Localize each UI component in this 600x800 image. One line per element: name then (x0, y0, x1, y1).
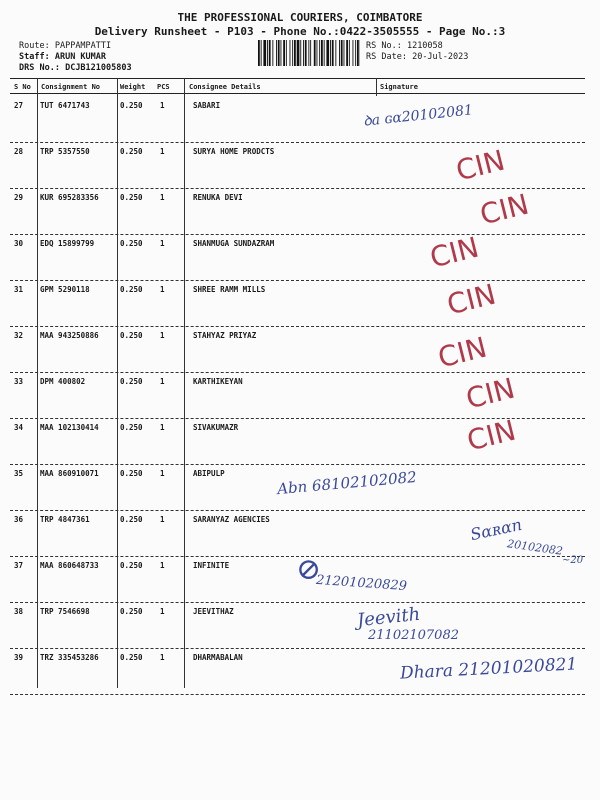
signature-row-36-mark: ~20 (562, 555, 584, 566)
col-header-signature: Signature (380, 83, 418, 91)
col-header-weight: Weight (120, 83, 146, 91)
cell-weight: 0.250 (120, 469, 143, 478)
cell-sno: 33 (14, 377, 24, 386)
cell-consignee: SHANMUGA SUNDAZRAM (193, 239, 275, 248)
col-divider (376, 78, 377, 96)
cell-consignee: SARANYAZ AGENCIES (193, 515, 270, 524)
col-divider (37, 78, 38, 688)
cell-sno: 31 (14, 285, 24, 294)
drs-line (19, 63, 132, 73)
cell-weight: 0.250 (120, 377, 143, 386)
col-header-consignee: Consignee Details (189, 83, 261, 91)
rs-no-value: 1210058 (406, 41, 443, 51)
cell-sno: 32 (14, 331, 24, 340)
cell-weight: 0.250 (120, 285, 143, 294)
cell-pcs: 1 (160, 193, 165, 202)
cin-mark-row-34: CIN (463, 413, 520, 458)
cell-consignment-no: TRP 7546698 (40, 607, 90, 616)
cell-weight: 0.250 (120, 193, 143, 202)
staff-value: ARUN KUMAR (54, 52, 107, 62)
cell-sno: 37 (14, 561, 24, 570)
cell-consignee: SIVAKUMAZR (193, 423, 239, 432)
cell-sno: 36 (14, 515, 24, 524)
row-separator (10, 234, 585, 235)
cin-mark-row-33: CIN (462, 371, 519, 416)
staff-line (19, 52, 106, 62)
cin-mark-row-29: CIN (476, 187, 533, 232)
cin-mark-row-30: CIN (426, 230, 483, 275)
cell-sno: 30 (14, 239, 24, 248)
cell-pcs: 1 (160, 423, 165, 432)
cin-mark-row-28: CIN (452, 143, 509, 188)
cell-pcs: 1 (160, 515, 165, 524)
cell-consignment-no: DPM 400802 (40, 377, 86, 386)
cell-pcs: 1 (160, 377, 165, 386)
cell-weight: 0.250 (120, 607, 143, 616)
cin-mark-row-31: CIN (443, 277, 500, 322)
cell-weight: 0.250 (120, 653, 143, 662)
table-top-rule (10, 78, 585, 79)
row-separator (10, 372, 585, 373)
signature-row-27: ꝺa ɢɑ20102081 (362, 102, 474, 130)
cell-weight: 0.250 (120, 147, 143, 156)
table-header-rule (10, 93, 585, 94)
row-separator (10, 510, 585, 511)
route-label: Route: (19, 41, 50, 51)
col-divider (184, 78, 185, 688)
cell-weight: 0.250 (120, 515, 143, 524)
staff-label: Staff: (19, 52, 50, 62)
row-separator (10, 464, 585, 465)
cell-sno: 34 (14, 423, 24, 432)
cell-pcs: 1 (160, 147, 165, 156)
cell-sno: 29 (14, 193, 24, 202)
cell-sno: 38 (14, 607, 24, 616)
cell-weight: 0.250 (120, 561, 143, 570)
cell-sno: 39 (14, 653, 24, 662)
cin-mark-row-32: CIN (434, 330, 491, 375)
cell-consignment-no: TUT 6471743 (40, 101, 90, 110)
col-header-consignment: Consignment No (41, 83, 101, 91)
cell-consignee: SABARI (193, 101, 221, 110)
cell-consignment-no: TRP 5357550 (40, 147, 90, 156)
route-line (19, 41, 111, 51)
row-separator (10, 694, 585, 695)
cell-weight: 0.250 (120, 423, 143, 432)
cell-consignee: SHREE RAMM MILLS (193, 285, 266, 294)
cell-consignee: JEEVITHAZ (193, 607, 234, 616)
cell-consignment-no: KUR 695283356 (40, 193, 99, 202)
rs-no-label: RS No.: (366, 41, 402, 51)
cell-consignee: STAHYAZ PRIYAZ (193, 331, 257, 340)
route-value: PAPPAMPATTI (54, 41, 112, 51)
cell-consignee: ABIPULP (193, 469, 225, 478)
col-header-sno: S No (14, 83, 31, 91)
signature-row-37: 21201020829 (315, 572, 408, 595)
cell-weight: 0.250 (120, 101, 143, 110)
cell-pcs: 1 (160, 101, 165, 110)
signature-row-36-date: 20102082 (506, 537, 564, 558)
cell-pcs: 1 (160, 331, 165, 340)
signature-row-38-date: 21102107082 (368, 628, 459, 643)
row-separator (10, 602, 585, 603)
drs-label: DRS No.: (19, 63, 60, 73)
rs-date-line (366, 52, 468, 62)
cell-consignment-no: MAA 943250886 (40, 331, 99, 340)
signature-row-39: Dhara 21201020821 (399, 654, 578, 684)
signature-row-35: Abn 68102102082 (276, 467, 418, 499)
cell-consignment-no: MAA 860910071 (40, 469, 99, 478)
company-title: THE PROFESSIONAL COURIERS, COIMBATORE (177, 11, 423, 24)
rs-no-line (366, 41, 443, 51)
col-divider (117, 78, 118, 688)
cell-consignment-no: MAA 102130414 (40, 423, 99, 432)
cell-pcs: 1 (160, 561, 165, 570)
rs-date-value: 20-Jul-2023 (412, 52, 469, 62)
runsheet-title: Delivery Runsheet - P103 - Phone No.:0422-3505555 - Page No.:3 (94, 25, 506, 38)
cell-consignee: RENUKA DEVI (193, 193, 243, 202)
cell-sno: 27 (14, 101, 24, 110)
cell-consignee: DHARMABALAN (193, 653, 243, 662)
row-separator (10, 188, 585, 189)
cell-consignee: SURYA HOME PRODCTS (193, 147, 275, 156)
cell-weight: 0.250 (120, 239, 143, 248)
rs-date-label: RS Date: (366, 52, 407, 62)
cell-pcs: 1 (160, 653, 165, 662)
row-separator (10, 280, 585, 281)
cell-consignment-no: EDQ 15899799 (40, 239, 95, 248)
cell-consignment-no: TRP 4847361 (40, 515, 90, 524)
cell-sno: 28 (14, 147, 24, 156)
row-separator (10, 326, 585, 327)
cell-sno: 35 (14, 469, 24, 478)
cell-pcs: 1 (160, 469, 165, 478)
barcode (258, 40, 360, 66)
cell-consignment-no: GPM 5290118 (40, 285, 90, 294)
cell-consignee: INFINITE (193, 561, 230, 570)
drs-value: DCJB121005803 (65, 63, 132, 73)
cell-pcs: 1 (160, 239, 165, 248)
row-separator (10, 648, 585, 649)
cell-pcs: 1 (160, 285, 165, 294)
signature-row-36-name: Sɑʀɑn (468, 514, 524, 545)
signature-row-37-circle: ⊘ (296, 552, 322, 587)
cell-weight: 0.250 (120, 331, 143, 340)
cell-consignee: KARTHIKEYAN (193, 377, 243, 386)
cell-consignment-no: TRZ 335453286 (40, 653, 99, 662)
cell-pcs: 1 (160, 607, 165, 616)
signature-row-38-name: Jeevith (356, 603, 422, 632)
cell-consignment-no: MAA 860648733 (40, 561, 99, 570)
col-header-pcs: PCS (157, 83, 170, 91)
